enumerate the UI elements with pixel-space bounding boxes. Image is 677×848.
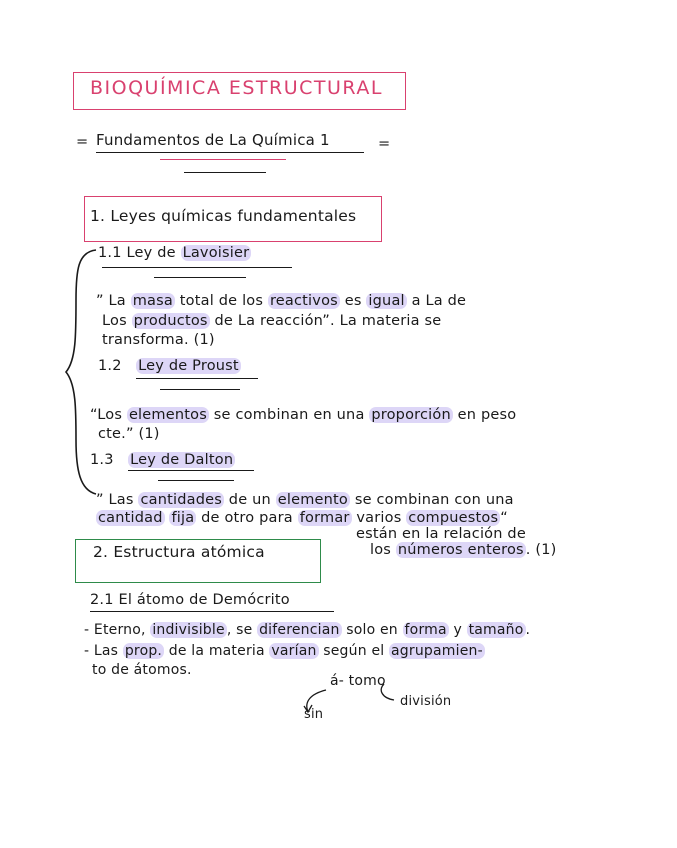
proust-line-1: “Los elementos se combinan en una proporción en peso <box>90 407 517 423</box>
highlight-reactivos: reactivos <box>269 293 338 309</box>
proust-underline-short <box>160 389 240 390</box>
subtitle-left-mark: = <box>76 134 89 150</box>
highlight-diferencian: diferencian <box>259 622 340 638</box>
democrito-bullet-2-line-2: to de átomos. <box>92 662 192 678</box>
subtitle-right-mark: = <box>378 136 391 152</box>
highlight-productos: productos <box>133 313 208 329</box>
highlight-cantidad: cantidad <box>98 510 163 526</box>
dalton-line-3: están en la relación de <box>356 526 526 542</box>
highlight-elementos: elementos <box>128 407 207 423</box>
lavoisier-name: Lavoisier <box>182 245 250 261</box>
lavoisier-title: Ley de <box>126 245 176 261</box>
dalton-line-2: cantidad fija de otro para formar varios compuestos “ <box>98 510 508 526</box>
highlight-prop: prop. <box>124 643 163 659</box>
subtitle: Fundamentos de La Química 1 <box>96 131 330 149</box>
democrito-heading: 2.1 El átomo de Demócrito <box>90 592 290 608</box>
etymology-word: á- tomo <box>330 673 386 689</box>
dalton-number: 1.3 <box>90 452 114 468</box>
etymology-sin: sin <box>304 707 324 722</box>
highlight-igual: igual <box>368 293 405 309</box>
dalton-underline-short <box>158 480 234 481</box>
dalton-heading <box>90 451 235 469</box>
section2-heading: 2. Estructura atómica <box>93 543 265 561</box>
dalton-title: Ley de Dalton <box>130 452 234 468</box>
lavoisier-line-3: transforma. (1) <box>102 332 215 348</box>
lavoisier-line-1: ” La masa total de los reactivos es igual a La de <box>96 293 467 309</box>
lavoisier-heading <box>98 244 251 262</box>
etymology-division: división <box>400 694 452 709</box>
democrito-underline <box>90 611 334 612</box>
lavoisier-line-2: Los productos de La reacción”. La materia se <box>102 313 442 329</box>
highlight-forma: forma <box>404 622 447 638</box>
highlight-cantidades: cantidades <box>140 492 222 508</box>
highlight-elemento: elemento <box>277 492 348 508</box>
highlight-formar: formar <box>299 510 350 526</box>
lavoisier-number: 1.1 <box>98 245 122 261</box>
democrito-bullet-1: - Eterno, indivisible , se diferencian solo en forma y tamaño . <box>84 622 531 638</box>
proust-number: 1.2 <box>98 358 122 374</box>
proust-title: Ley de Proust <box>138 358 239 374</box>
section1-heading: 1. Leyes químicas fundamentales <box>90 207 357 225</box>
highlight-varian: varían <box>271 643 317 659</box>
dalton-line-1: ” Las cantidades de un elemento se combinan con una <box>96 492 514 508</box>
proust-heading <box>98 357 241 375</box>
proust-underline <box>136 378 258 379</box>
highlight-masa: masa <box>132 293 173 309</box>
highlight-tamano: tamaño <box>468 622 524 638</box>
lavoisier-underline-short <box>154 277 246 278</box>
highlight-agrupamiento: agrupamien- <box>391 643 483 659</box>
highlight-numeros-enteros: números enteros <box>397 542 524 558</box>
highlight-fija: fija <box>171 510 195 526</box>
highlight-indivisible: indivisible <box>152 622 225 638</box>
dalton-underline <box>128 470 254 471</box>
highlight-compuestos: compuestos <box>408 510 499 526</box>
dalton-line-4: los números enteros . (1) <box>370 542 557 558</box>
proust-line-2: cte.” (1) <box>98 426 160 442</box>
highlight-proporcion: proporción <box>371 407 451 423</box>
lavoisier-underline <box>102 267 292 268</box>
page-title: BIOQUÍMICA ESTRUCTURAL <box>90 77 383 99</box>
democrito-bullet-2-line-1: - Las prop. de la materia varían según el agrupamien- <box>84 643 483 659</box>
